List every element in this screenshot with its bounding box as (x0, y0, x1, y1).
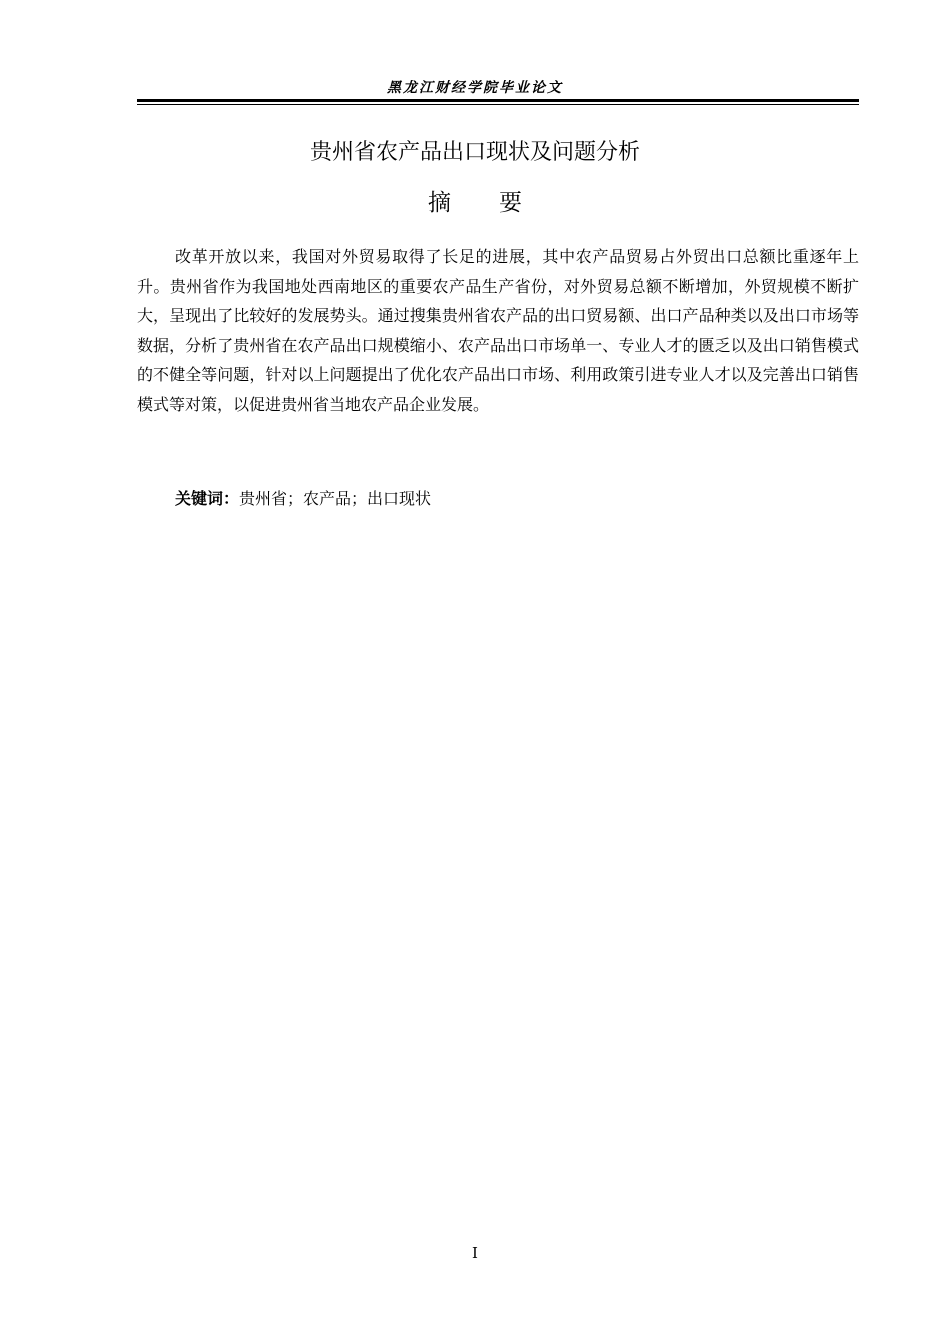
keywords-value: 贵州省；农产品；出口现状 (239, 489, 432, 508)
keywords-label: 关键词： (175, 489, 240, 508)
keywords-line (175, 486, 431, 512)
running-header: 黑龙江财经学院毕业论文 (387, 80, 563, 96)
header-rule-thin (137, 104, 859, 105)
abstract-paragraph: 改革开放以来，我国对外贸易取得了长足的进展，其中农产品贸易占外贸出口总额比重逐年上升。贵州省作为我国地处西南地区的重要农产品生产省份，对外贸易总额不断增加，外贸规模不断扩大，呈现出了比较好的发展势头。通过搜集贵州省农产品的出口贸易额、出口产品种类以及出口市场等数据，分析了贵州省在农产品出口规模缩小、农产品出口市场单一、专业人才的匮乏以及出口销售模式的不健全等问题，针对以上问题提出了优化农产品出口市场、利用政策引进专业人才以及完善出口销售模式等对策，以促进贵州省当地农产品企业发展。 (137, 247, 859, 414)
abstract-heading: 摘要 (428, 190, 570, 216)
header-rule-thick (137, 99, 859, 102)
page-number: I (472, 1244, 478, 1262)
paper-title: 贵州省农产品出口现状及问题分析 (309, 140, 640, 165)
